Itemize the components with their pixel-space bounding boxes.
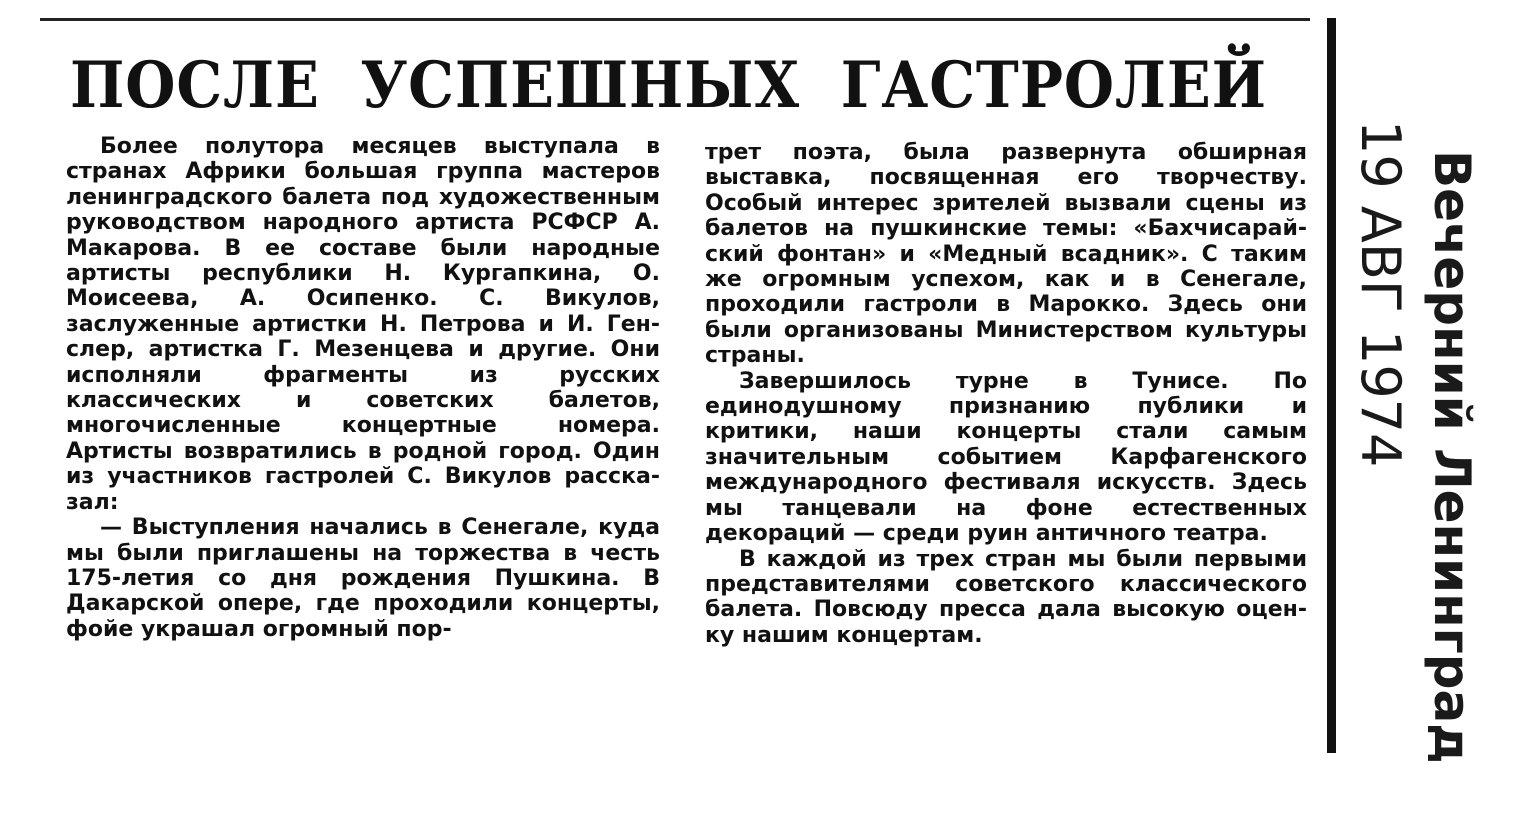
date-stamp: 19 АВГ 1974 <box>1349 120 1412 468</box>
right-column <box>705 140 1307 648</box>
left-column <box>66 134 660 642</box>
column-divider-rule <box>1327 18 1336 753</box>
right-paragraph-3: В каждой из трех стран мы были первыми представителями советского классического балета. Повсюду пресса дала высокую оценку нашим концертам. <box>705 546 1307 648</box>
right-paragraph-1: трет поэта, была развернута обширная выставка, посвященная его творчеству. Особый интерес зрителей вызвали сцены из балетов на пушкинские темы: «Бахчисарайский фонтан» и «Медный всадник». С таким же огромным успехом, как и в Сенегале, проходили гастроли в Марокко. Здесь они были организованы Министерством культуры страны. <box>705 140 1307 369</box>
headline: ПОСЛЕ УСПЕШНЫХ ГАСТРОЛЕЙ <box>70 48 1267 123</box>
left-paragraph-2: — Выступления начались в Сенегале, куда мы были приглашены на торжества в честь 175-летия со дня рождения Пушкина. В Дакарской опере, где проходили концерты, фойе украшал огромный пор- <box>66 515 660 642</box>
right-paragraph-2: Завершилось турне в Тунисе. По единодушному признанию публики и критики, наши концерты стали самым значительным событием Карфагенского международного фестиваля искусств. Здесь мы танцевали на фоне естественных декораций — среди руин античного театра. <box>705 368 1307 547</box>
newspaper-stamp: Вечерний Ленинград <box>1423 150 1481 764</box>
left-paragraph-1: Более полутора месяцев выступала в странах Африки большая группа мастеров ленинградского балета под художественным руководством народного артиста РСФСР А. Макарова. В ее составе были народные артисты республики Н. Кургапкина, О. Моисеева, А. Осипенко. С. Викулов, заслуженные артистки Н. Петрова и И. Генслер, артистка Г. Мезенцева и другие. Они исполняли фрагменты из русских классических и советских балетов, многочисленные концертные номера. Артисты возвратились в родной город. Один из участников гастролей С. Викулов рассказал: <box>66 134 660 515</box>
top-rule <box>40 18 1310 21</box>
